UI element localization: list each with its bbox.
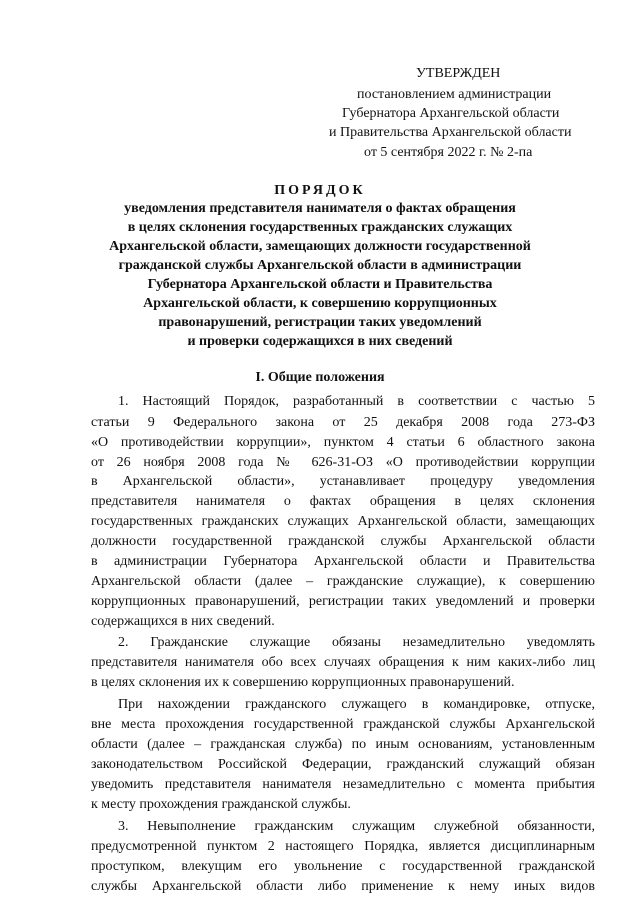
section-title: I. Общие положения: [255, 370, 385, 385]
title-line: правонарушений, регистрации таких уведомлений: [158, 315, 482, 330]
paragraph-line: должности государственной гражданской службы Архангельской области: [91, 534, 595, 549]
title-line: гражданской службы Архангельской области в администрации: [118, 258, 522, 273]
document-title-word: ПОРЯДОК: [274, 183, 366, 198]
paragraph-line: к месту прохождения гражданской службы.: [91, 797, 351, 812]
approval-line-4: от 5 сентября 2022 г. № 2-па: [364, 145, 533, 160]
title-line: в целях склонения государственных гражданских служащих: [127, 220, 513, 235]
paragraph-line: содержащихся в них сведений.: [91, 614, 275, 629]
approval-line-2: Губернатора Архангельской области: [342, 106, 560, 121]
title-line: Архангельской области, замещающих должности государственной: [109, 239, 531, 254]
approval-heading: УТВЕРЖДЕН: [416, 66, 501, 81]
paragraph-line: в целях склонения их к совершению коррупционных правонарушений.: [91, 675, 515, 690]
paragraph-line: 3. Невыполнение гражданским служащим служебной обязанности,: [118, 819, 595, 834]
paragraph-line: статьи 9 Федерального закона от 25 декабря 2008 года 273-ФЗ: [91, 415, 595, 430]
title-line: Архангельской области, к совершению коррупционных: [143, 296, 497, 311]
paragraph-line: проступком, влекущим его увольнение с государственной гражданской: [91, 859, 595, 874]
paragraph-line: от 26 ноября 2008 года № 626-31-ОЗ «О противодействии коррупции: [91, 455, 595, 470]
paragraph-line: Архангельской области (далее – гражданские служащие), к совершению: [91, 574, 595, 589]
paragraph-line: коррупционных правонарушений, регистрации таких уведомлений и проверки: [91, 594, 595, 609]
paragraph-line: в Архангельской области», устанавливает процедуру уведомления: [91, 474, 595, 489]
paragraph-line: 1. Настоящий Порядок, разработанный в соответствии с частью 5: [118, 394, 595, 409]
paragraph-line: 2. Гражданские служащие обязаны незамедлительно уведомлять: [118, 635, 595, 650]
paragraph-line: «О противодействии коррупции», пунктом 4 статьи 6 областного закона: [91, 435, 595, 450]
paragraph-line: государственных гражданских служащих Архангельской области, замещающих: [91, 514, 595, 529]
title-line: и проверки содержащихся в них сведений: [187, 334, 453, 349]
approval-line-3: и Правительства Архангельской области: [329, 125, 572, 140]
paragraph-line: в администрации Губернатора Архангельской области и Правительства: [91, 554, 595, 569]
paragraph-line: представителя нанимателя о фактах обращения в целях склонения: [91, 494, 595, 509]
approval-line-1: постановлением администрации: [357, 87, 552, 102]
paragraph-line: вне места прохождения государственной гражданской службы Архангельской: [91, 717, 595, 732]
paragraph-line: представителя нанимателя обо всех случаях обращения к ним каких-либо лиц: [91, 655, 595, 670]
paragraph-line: области (далее – гражданская служба) по иным основаниям, установленным: [91, 737, 595, 752]
paragraph-line: предусмотренной пунктом 2 настоящего Порядка, является дисциплинарным: [91, 839, 595, 854]
paragraph-line: уведомить представителя нанимателя незамедлительно с момента прибытия: [91, 777, 595, 792]
paragraph-line: службы Архангельской области либо применение к нему иных видов: [91, 879, 595, 894]
title-line: Губернатора Архангельской области и Правительства: [147, 277, 493, 292]
paragraph-line: При нахождении гражданского служащего в командировке, отпуске,: [118, 697, 595, 712]
title-line: уведомления представителя нанимателя о фактах обращения: [124, 201, 516, 216]
paragraph-line: законодательством Российской Федерации, гражданский служащий обязан: [91, 757, 595, 772]
